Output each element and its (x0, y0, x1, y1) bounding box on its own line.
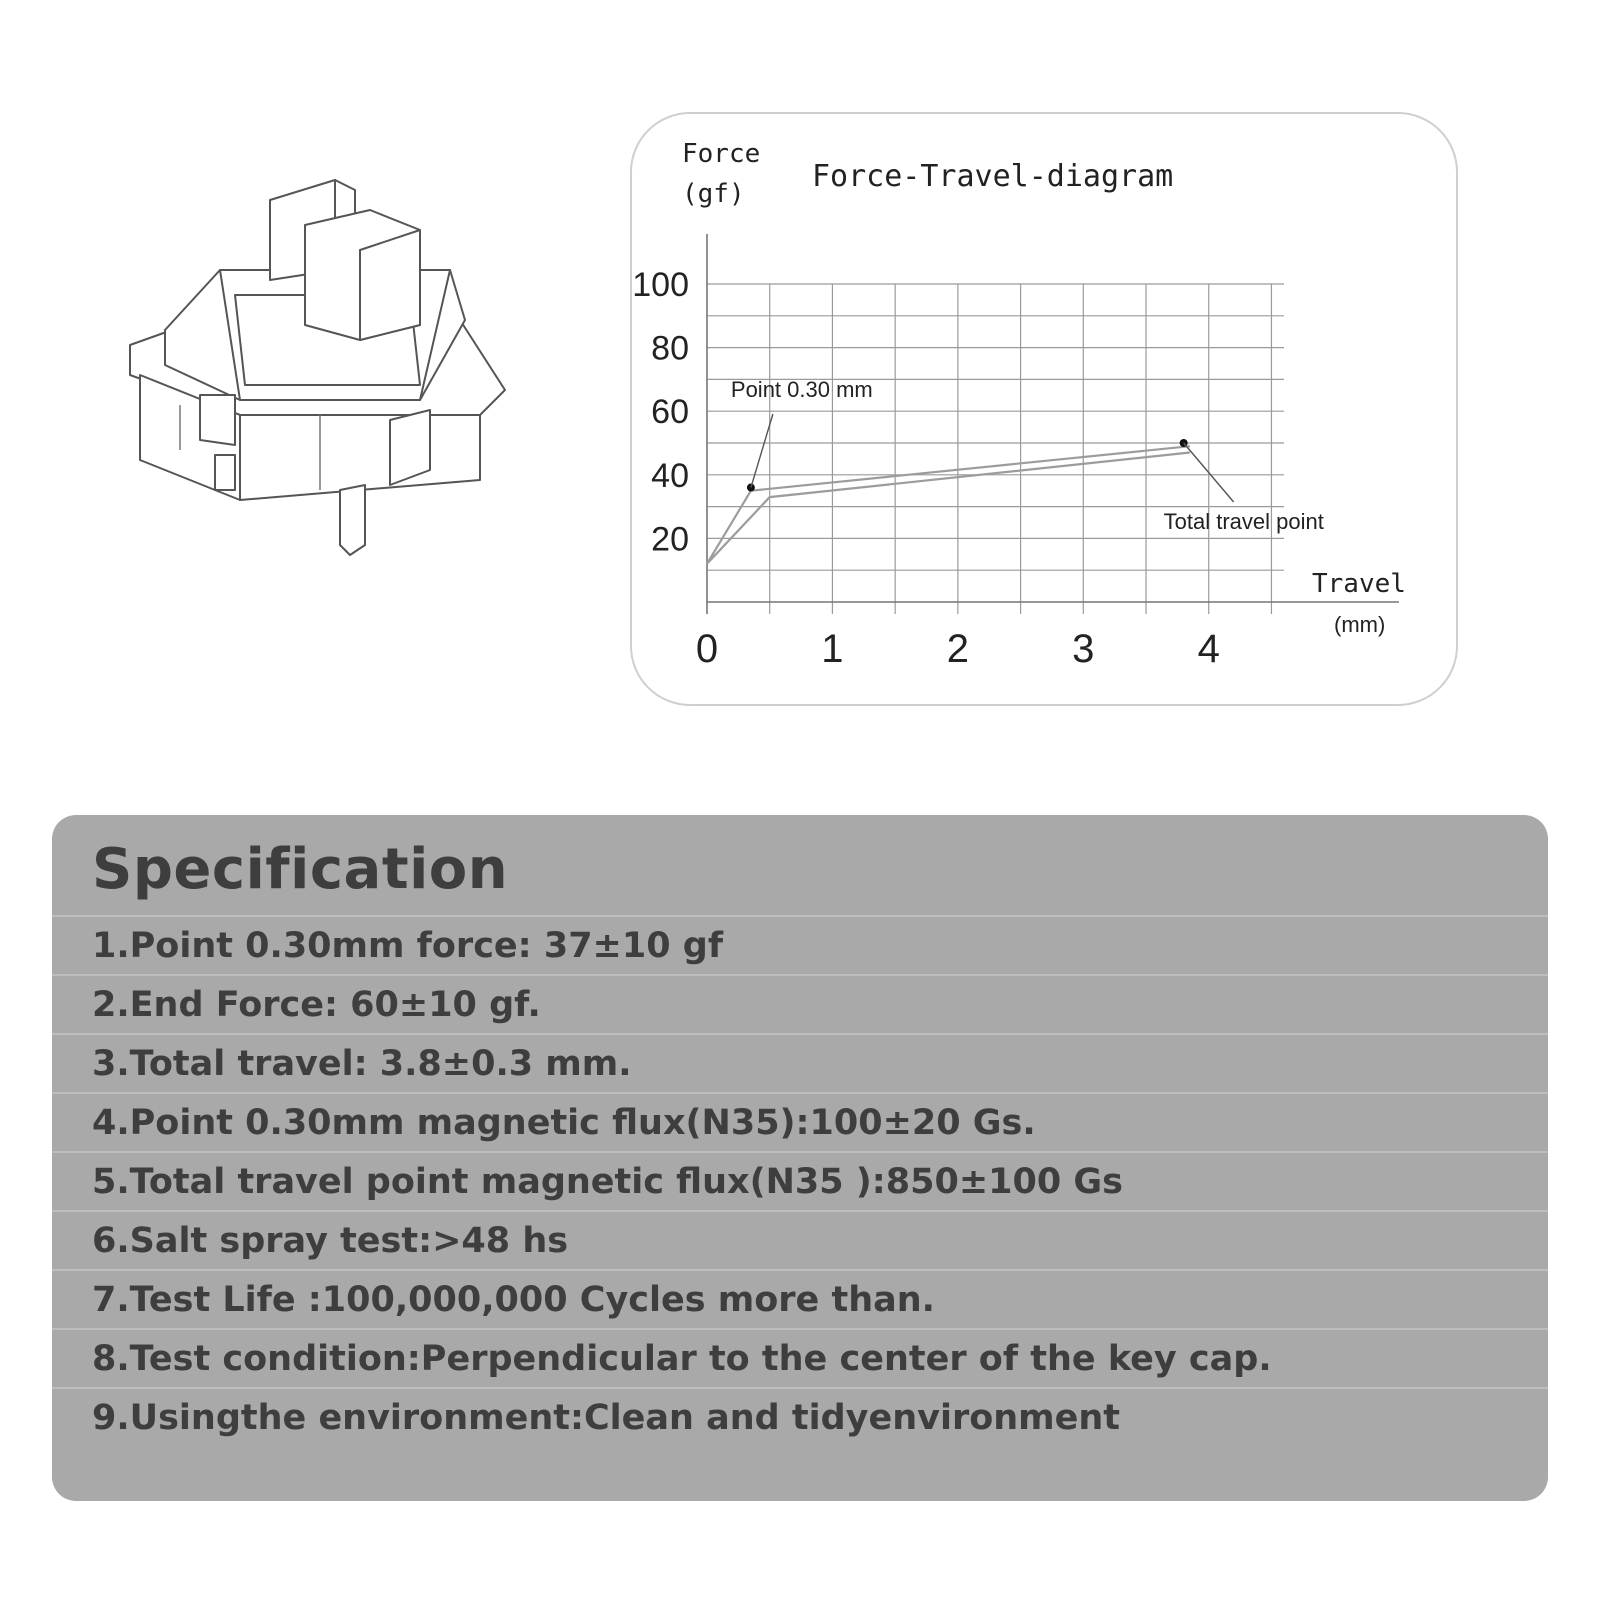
spec-item: 3.Total travel: 3.8±0.3 mm. (52, 1033, 1548, 1092)
x-tick-label: 1 (821, 627, 844, 671)
switch-illustration (120, 170, 520, 590)
spec-title: Specification (92, 837, 509, 902)
series-line (707, 446, 1190, 564)
point-030-marker (747, 484, 755, 492)
y-tick-label: 60 (651, 393, 689, 432)
y-axis-label: Force (682, 139, 761, 169)
spec-item: 8.Test condition:Perpendicular to the center of the key cap. (52, 1328, 1548, 1387)
force-travel-chart-card (630, 112, 1458, 706)
spec-item: 2.End Force: 60±10 gf. (52, 974, 1548, 1033)
y-tick-label: 20 (651, 520, 689, 559)
spec-item: 4.Point 0.30mm magnetic flux(N35):100±20 Gs. (52, 1092, 1548, 1151)
spec-list (52, 915, 1548, 1446)
x-tick-label: 2 (946, 627, 969, 671)
spec-item: 6.Salt spray test:>48 hs (52, 1210, 1548, 1269)
spec-item: 1.Point 0.30mm force: 37±10 gf (52, 915, 1548, 974)
x-axis-label: (mm) (1334, 612, 1386, 637)
x-tick-label: 3 (1072, 627, 1095, 671)
force-travel-chart (632, 114, 1460, 708)
y-axis-label: (gf) (682, 179, 745, 209)
x-tick-label: 0 (695, 627, 719, 671)
spec-item: 9.Usingthe environment:Clean and tidyenvironment (52, 1387, 1548, 1446)
y-tick-label: 80 (651, 329, 689, 368)
series-line (707, 453, 1190, 564)
y-tick-label: 100 (632, 266, 689, 304)
y-tick-label: 40 (651, 456, 689, 495)
x-axis-label: Travel (1312, 569, 1406, 599)
point-030-label: Point 0.30 mm (730, 377, 873, 402)
spec-item: 7.Test Life :100,000,000 Cycles more than. (52, 1269, 1548, 1328)
chart-title: Force-Travel-diagram (812, 159, 1174, 194)
total-travel-label: Total travel point (1163, 509, 1324, 534)
specification-panel (52, 815, 1548, 1501)
spec-item: 5.Total travel point magnetic flux(N35 ):850±100 Gs (52, 1151, 1548, 1210)
x-tick-label: 4 (1197, 627, 1220, 671)
